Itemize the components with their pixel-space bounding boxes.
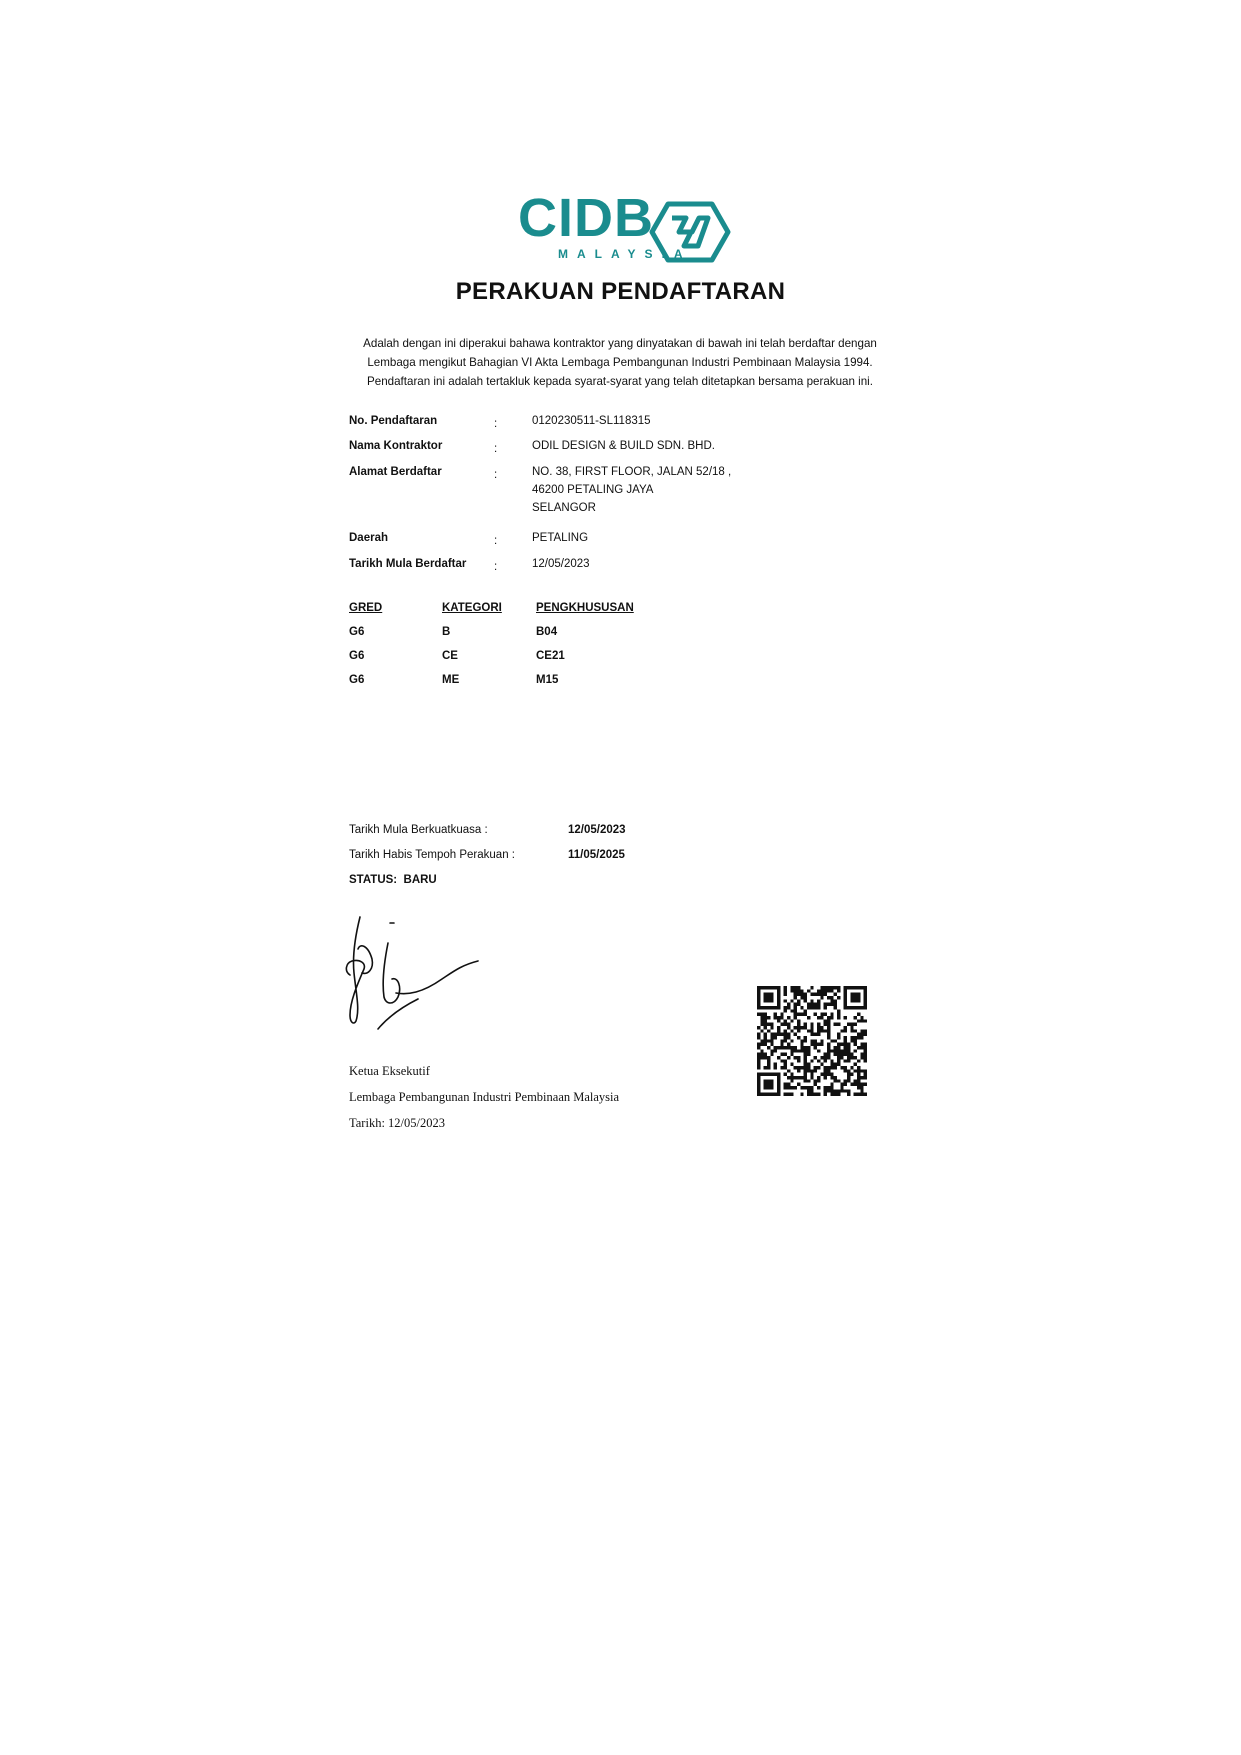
separator: : xyxy=(494,535,498,547)
qr-code-icon xyxy=(757,986,867,1096)
tarikh-mula-value: 12/05/2023 xyxy=(532,558,590,570)
alamat-label: Alamat Berdaftar xyxy=(349,466,442,478)
intro-paragraph xyxy=(330,334,910,391)
tarikh-habis-value: 11/05/2025 xyxy=(568,849,625,861)
cidb-hexagon-mark-icon xyxy=(646,201,732,263)
alamat-line-3: SELANGOR xyxy=(532,502,596,514)
table-cell: G6 xyxy=(349,674,365,686)
cidb-logo xyxy=(518,188,728,267)
page-title: PERAKUAN PENDAFTARAN xyxy=(455,278,786,305)
status-line xyxy=(349,874,437,886)
header-kategori: KATEGORI xyxy=(442,602,502,614)
logo-subtitle: MALAYSIA xyxy=(558,247,692,261)
header-gred: GRED xyxy=(349,602,383,614)
tarikh-berkuatkuasa-label: Tarikh Mula Berkuatkuasa : xyxy=(349,824,488,836)
table-cell: G6 xyxy=(349,650,365,662)
status-value: BARU xyxy=(403,874,437,886)
intro-line: Pendaftaran ini adalah tertakluk kepada syarat-syarat yang telah ditetapkan bersama perakuan ini. xyxy=(367,375,873,388)
logo-name: CIDB xyxy=(518,188,654,248)
intro-line: Lembaga mengikut Bahagian VI Akta Lembaga Pembangunan Industri Pembinaan Malaysia 1994. xyxy=(367,356,873,369)
tarikh-berkuatkuasa-value: 12/05/2023 xyxy=(568,824,626,836)
signatory-date: Tarikh: 12/05/2023 xyxy=(349,1116,445,1130)
signature-icon xyxy=(338,913,488,1033)
separator: : xyxy=(494,443,498,455)
intro-line: Adalah dengan ini diperakui bahawa kontraktor yang dinyatakan di bawah ini telah berdaftar dengan xyxy=(363,337,877,350)
header-pengkhususan: PENGKHUSUSAN xyxy=(536,602,634,614)
separator: : xyxy=(494,418,498,430)
daerah-value: PETALING xyxy=(532,532,589,544)
nama-kontraktor-label: Nama Kontraktor xyxy=(349,440,443,452)
table-cell: ME xyxy=(442,674,460,686)
table-cell: G6 xyxy=(349,626,365,638)
table-cell: B04 xyxy=(536,626,558,638)
separator: : xyxy=(494,469,498,481)
no-pendaftaran-label: No. Pendaftaran xyxy=(349,415,438,427)
no-pendaftaran-value: 0120230511-SL118315 xyxy=(532,415,651,427)
alamat-line-2: 46200 PETALING JAYA xyxy=(532,484,654,496)
alamat-line-1: NO. 38, FIRST FLOOR, JALAN 52/18 , xyxy=(532,466,732,478)
signatory-organisation: Lembaga Pembangunan Industri Pembinaan Malaysia xyxy=(349,1090,620,1104)
table-cell: M15 xyxy=(536,674,559,686)
tarikh-mula-label: Tarikh Mula Berdaftar xyxy=(349,558,467,570)
table-cell: B xyxy=(442,626,451,638)
tarikh-habis-label: Tarikh Habis Tempoh Perakuan : xyxy=(349,849,515,861)
table-cell: CE xyxy=(442,650,458,662)
separator: : xyxy=(494,561,498,573)
table-cell: CE21 xyxy=(536,650,565,662)
daerah-label: Daerah xyxy=(349,532,388,544)
nama-kontraktor-value: ODIL DESIGN & BUILD SDN. BHD. xyxy=(532,440,715,452)
signatory-position: Ketua Eksekutif xyxy=(349,1064,430,1078)
status-label: STATUS: xyxy=(349,874,398,886)
